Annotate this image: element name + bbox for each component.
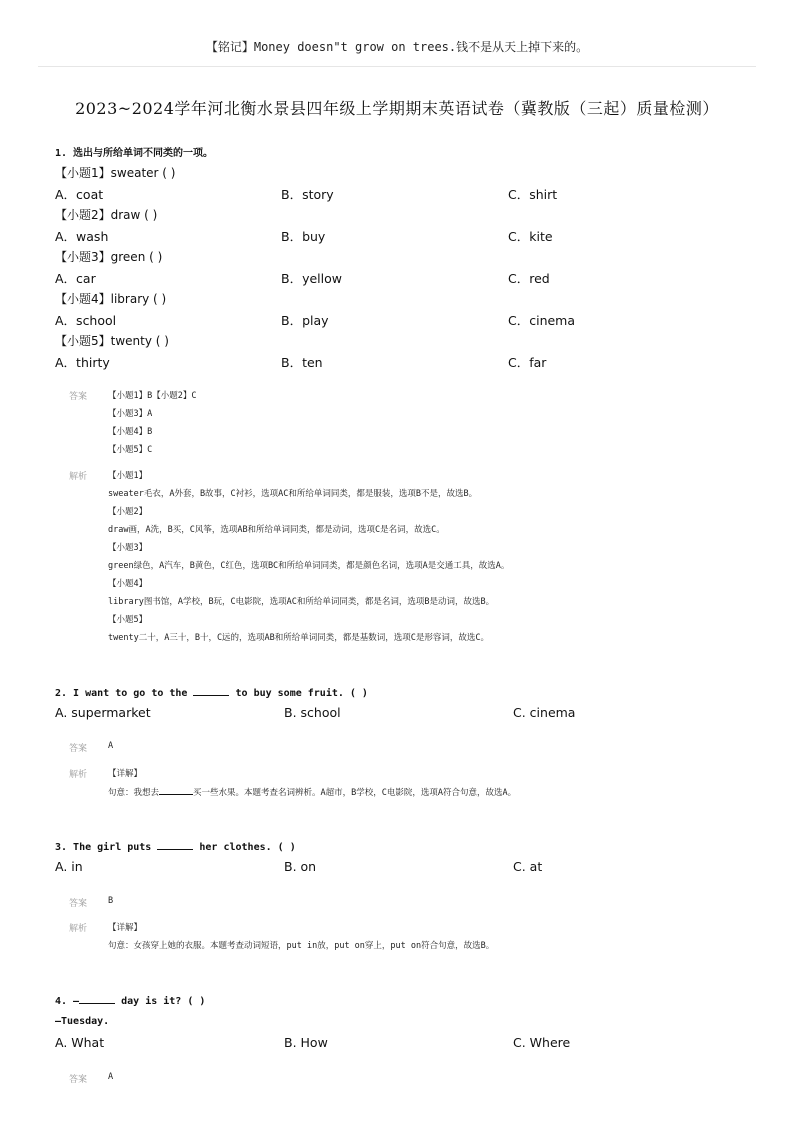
header-divider xyxy=(38,66,756,67)
q2-analysis-title: 【详解】 xyxy=(108,769,143,779)
question-4-stem xyxy=(55,994,205,1007)
q3-option-a: A. in xyxy=(55,859,83,874)
q1-sub1-option-b: B．story xyxy=(281,187,334,202)
header-motto: 【铭记】Money doesn"t grow on trees.钱不是从天上掉下来的。 xyxy=(205,40,589,54)
q1-sub3-option-a: A．car xyxy=(55,271,96,286)
q1-sub5-label: 【小题5】twenty ( ) xyxy=(55,334,169,348)
question-3-stem xyxy=(55,840,296,853)
q2-option-a: A. supermarket xyxy=(55,705,151,720)
q4-stem-before: 4. — xyxy=(55,996,80,1007)
q4-stem-after: day is it? ( ) xyxy=(115,996,206,1007)
q1-analysis-line: green绿色，A汽车，B黄色，C红色，选项BC和所给单词同类，都是颜色名词，选项A是交通工具，故选A。 xyxy=(108,561,510,571)
q1-analysis-line: 【小题5】 xyxy=(108,615,148,625)
q2-answer-label: 答案 xyxy=(69,744,88,754)
q2-option-b: B. school xyxy=(284,705,341,720)
q1-analysis-line: draw画，A洗，B买，C风筝，选项AB和所给单词同类，都是动词，选项C是名词，故选C。 xyxy=(108,525,445,535)
q3-answer: B xyxy=(108,896,114,906)
q4-option-a: A. What xyxy=(55,1035,105,1050)
q1-analysis-line: 【小题3】 xyxy=(108,543,148,553)
q1-analysis-line: library图书馆，A学校，B玩，C电影院，选项AC和所给单词同类，都是名词，选项B是动词，故选B。 xyxy=(108,597,495,607)
q2-stem-after: to buy some fruit. ( ) xyxy=(229,688,368,699)
q1-sub2-label: 【小题2】draw ( ) xyxy=(55,208,158,222)
question-2-stem xyxy=(55,686,368,699)
q3-option-c: C. at xyxy=(513,859,543,874)
q1-sub3-label: 【小题3】green ( ) xyxy=(55,250,163,264)
q1-sub2-option-a: A．wash xyxy=(55,229,109,244)
q2-analysis-text xyxy=(108,785,516,798)
q1-answer-line: 【小题1】B【小题2】C xyxy=(108,391,197,401)
q2-analysis-label: 解析 xyxy=(69,770,88,780)
q3-analysis-title: 【详解】 xyxy=(108,923,143,933)
q1-answer-label: 答案 xyxy=(69,392,88,402)
q1-sub3-option-c: C．red xyxy=(508,271,550,286)
q1-analysis-label: 解析 xyxy=(69,472,88,482)
answer-blank xyxy=(193,686,229,696)
question-1-stem: 1. 选出与所给单词不同类的一项。 xyxy=(55,148,214,159)
q1-sub4-label: 【小题4】library ( ) xyxy=(55,292,167,306)
q1-answer-line: 【小题5】C xyxy=(108,445,153,455)
q1-analysis-line: 【小题1】 xyxy=(108,471,148,481)
q4-reply: —Tuesday. xyxy=(55,1016,110,1027)
q1-sub5-option-c: C．far xyxy=(508,355,547,370)
q3-analysis-text: 句意：女孩穿上她的衣服。本题考查动词短语，put in放，put on穿上，put on符合句意，故选B。 xyxy=(108,941,495,951)
q1-sub4-option-b: B．play xyxy=(281,313,329,328)
q4-answer-label: 答案 xyxy=(69,1075,88,1085)
answer-blank xyxy=(157,840,193,850)
document-title: 2023~2024学年河北衡水景县四年级上学期期末英语试卷（冀教版（三起）质量检测） xyxy=(75,99,719,118)
q1-sub4-option-c: C．cinema xyxy=(508,313,576,328)
q1-sub5-option-a: A．thirty xyxy=(55,355,110,370)
q1-analysis-line: twenty二十，A三十，B十，C远的，选项AB和所给单词同类，都是基数词，选项C是形容词，故选C。 xyxy=(108,633,490,643)
q1-sub4-option-a: A．school xyxy=(55,313,117,328)
q1-sub2-option-c: C．kite xyxy=(508,229,553,244)
q4-option-b: B. How xyxy=(284,1035,328,1050)
q4-option-c: C. Where xyxy=(513,1035,571,1050)
q1-analysis-line: sweater毛衣，A外套，B故事，C衬衫，选项AC和所给单词同类，都是服装，选项B不是，故选B。 xyxy=(108,489,478,499)
q4-answer: A xyxy=(108,1072,114,1082)
q3-stem-after: her clothes. ( ) xyxy=(193,842,296,853)
q1-analysis-line: 【小题2】 xyxy=(108,507,148,517)
q1-answer-line: 【小题3】A xyxy=(108,409,153,419)
q1-sub3-option-b: B．yellow xyxy=(281,271,342,286)
q1-sub1-option-c: C．shirt xyxy=(508,187,558,202)
q2-answer: A xyxy=(108,741,114,751)
q1-sub1-option-a: A．coat xyxy=(55,187,104,202)
q1-analysis-line: 【小题4】 xyxy=(108,579,148,589)
q3-option-b: B. on xyxy=(284,859,317,874)
q3-stem-before: 3. The girl puts xyxy=(55,842,158,853)
q2-stem-before: 2. I want to go to the xyxy=(55,688,194,699)
answer-blank xyxy=(79,994,115,1004)
q2-analysis-after: 买一些水果。本题考查名词辨析。A超市，B学校，C电影院，选项A符合句意，故选A。 xyxy=(193,788,517,798)
q1-sub1-label: 【小题1】sweater ( ) xyxy=(55,166,176,180)
q3-answer-label: 答案 xyxy=(69,899,88,909)
q1-sub5-option-b: B．ten xyxy=(281,355,323,370)
q2-option-c: C. cinema xyxy=(513,705,576,720)
q1-answer-line: 【小题4】B xyxy=(108,427,153,437)
q2-analysis-before: 句意：我想去 xyxy=(108,788,160,798)
answer-blank xyxy=(159,785,193,795)
q3-analysis-label: 解析 xyxy=(69,924,88,934)
q1-sub2-option-b: B．buy xyxy=(281,229,326,244)
